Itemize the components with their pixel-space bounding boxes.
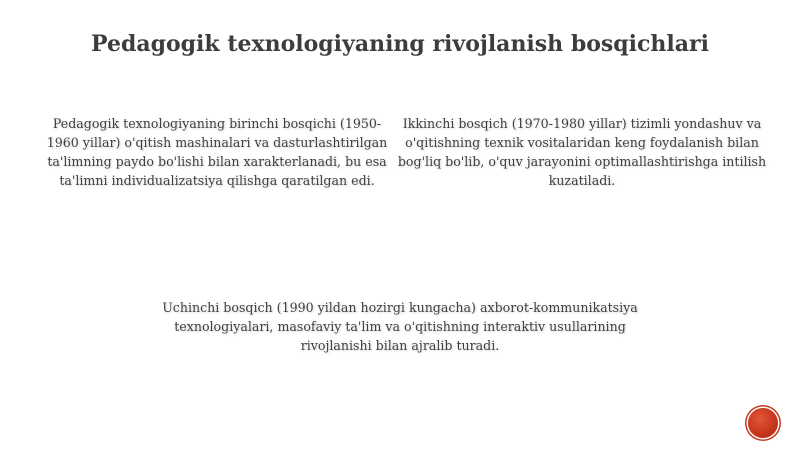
circle-nav-button-icon[interactable]	[748, 408, 778, 438]
paragraph-first-stage: Pedagogik texnologiyaning birinchi bosqichi (1950-1960 yillar) o'qitish mashinalari va dasturlashtirilgan ta'limning paydo bo'lishi bilan xarakterlanadi, bu esa ta'limni individualizatsiya qilishga qaratilgan edi.	[46, 116, 388, 188]
paragraph-third-stage: Uchinchi bosqich (1990 yildan hozirgi kungacha) axborot-kommunikatsiya texnologiyalari, masofaviy ta'lim va o'qitishning interaktiv usullarining rivojlanishi bilan ajralib turadi.	[162, 300, 638, 353]
slide-title: Pedagogik texnologiyaning rivojlanish bosqichlari	[91, 31, 709, 57]
paragraph-second-stage: Ikkinchi bosqich (1970-1980 yillar) tizimli yondashuv va o'qitishning texnik vositalaridan keng foydalanish bilan bog'liq bo'lib, o'quv jarayonini optimallashtirishga intilish kuzatiladi.	[397, 116, 767, 188]
